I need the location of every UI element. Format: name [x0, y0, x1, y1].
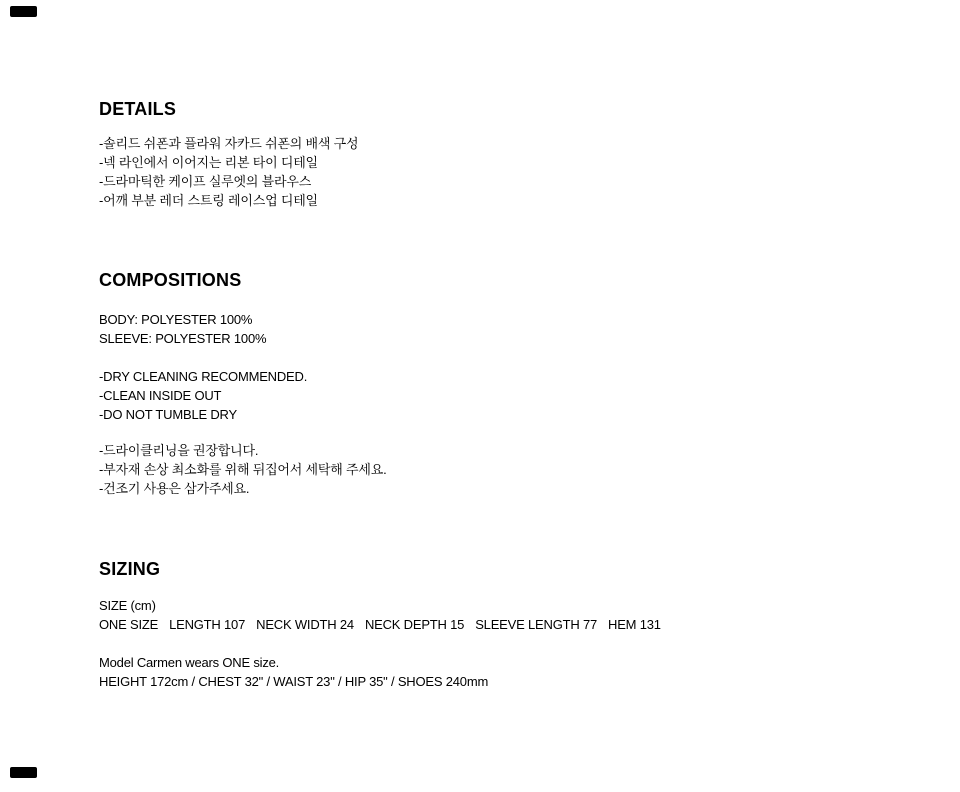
- care-line-en: -DO NOT TUMBLE DRY: [99, 407, 237, 422]
- measurement-item: NECK DEPTH 15: [364, 617, 465, 632]
- bottom-left-mark: [10, 767, 37, 778]
- care-line-ko: -부자재 손상 최소화를 위해 뒤집어서 세탁해 주세요.: [99, 462, 387, 477]
- care-line-en: -CLEAN INSIDE OUT: [99, 388, 222, 403]
- compositions-section-title: COMPOSITIONS: [99, 270, 242, 290]
- fabric-composition-lines: [99, 310, 266, 348]
- model-size-line: Model Carmen wears ONE size.: [99, 655, 280, 670]
- measurement-item: LENGTH 107: [169, 617, 246, 632]
- size-unit-line: SIZE (cm): [99, 598, 156, 613]
- size-measurements-row: [99, 615, 661, 634]
- details-lines: [99, 134, 358, 210]
- details-line: -솔리드 쉬폰과 플라워 자카드 쉬폰의 배색 구성: [99, 136, 359, 151]
- care-line-ko: -드라이클리닝을 권장합니다.: [99, 443, 259, 458]
- details-section-title: DETAILS: [99, 99, 177, 119]
- details-line: -넥 라인에서 이어지는 리본 타이 디테일: [99, 155, 318, 170]
- sizing-section-title: SIZING: [99, 559, 161, 579]
- care-line-ko: -건조기 사용은 삼가주세요.: [99, 481, 250, 496]
- details-line: -어깨 부분 레더 스트링 레이스업 디테일: [99, 193, 318, 208]
- measurement-item: NECK WIDTH 24: [256, 617, 354, 632]
- fabric-line: SLEEVE: POLYESTER 100%: [99, 331, 267, 346]
- top-left-mark: [10, 6, 37, 17]
- care-line-en: -DRY CLEANING RECOMMENDED.: [99, 369, 308, 384]
- care-instructions-en: [99, 367, 307, 424]
- measurement-item: ONE SIZE: [99, 617, 159, 632]
- measurement-item: HEM 131: [608, 617, 661, 632]
- care-instructions-ko: [99, 441, 387, 498]
- sizing-info: [99, 596, 661, 634]
- measurement-item: SLEEVE LENGTH 77: [475, 617, 598, 632]
- model-info: [99, 653, 488, 691]
- fabric-line: BODY: POLYESTER 100%: [99, 312, 253, 327]
- model-measurements-line: HEIGHT 172cm / CHEST 32" / WAIST 23" / HIP 35" / SHOES 240mm: [99, 674, 489, 689]
- details-line: -드라마틱한 케이프 실루엣의 블라우스: [99, 174, 312, 189]
